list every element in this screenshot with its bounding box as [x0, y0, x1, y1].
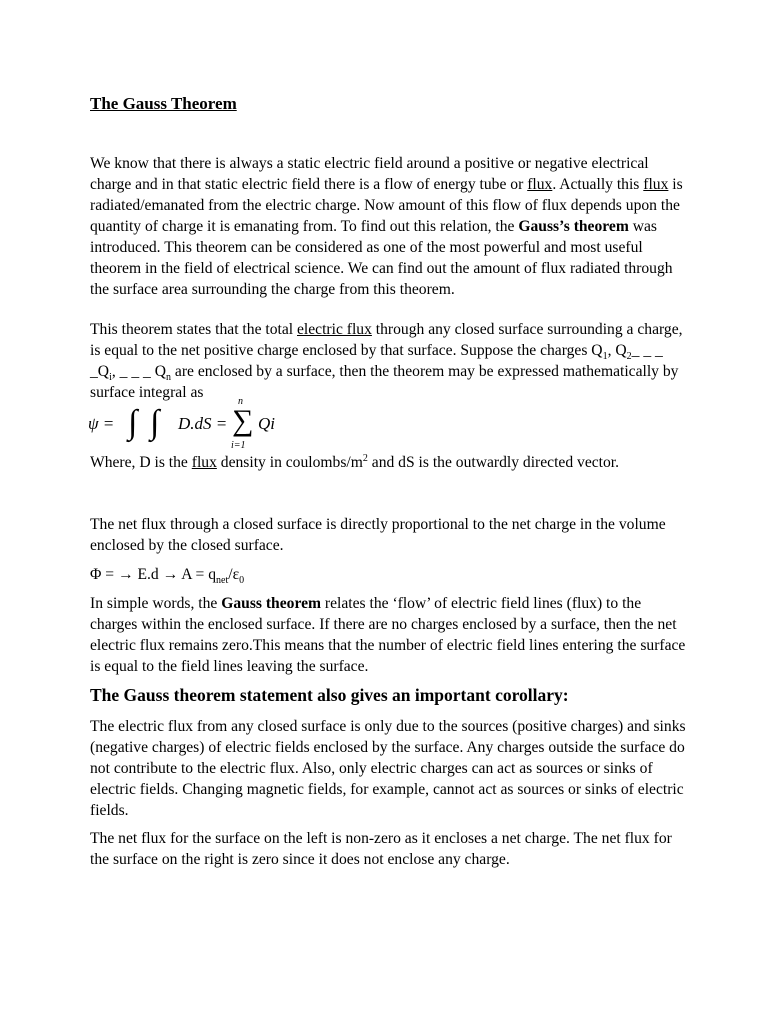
net-flux-surfaces-paragraph: The net flux for the surface on the left is non-zero as it encloses a net charge. The net flux for the surface on the right is zero since it does not enclose any charge. [90, 830, 672, 868]
text-span: In simple words, the [90, 595, 222, 612]
text-span: and dS is the outwardly directed vector. [367, 454, 620, 471]
text-span: Where, D is the [90, 454, 192, 471]
text-span: relates the ‘flow’ of electric field lines (flux) to the charges within the enclosed surface. If there are no charges enclosed by a surface, then the net electric flux remains zero.This means that the number of electric field lines entering the surface is equal to the field lines leaving the surface. [90, 595, 686, 675]
simple-words-paragraph [90, 593, 690, 677]
sum-lower-limit: i=1 [231, 440, 246, 451]
flux-equation [90, 564, 690, 585]
subscript: i [109, 372, 112, 384]
text-span: was introduced. This theorem can be considered as one of the most powerful and most useful theorem in the field of electrical science. We can find out the amount of flux radiated through the surface area surrounding the charge from this theorem. [90, 218, 673, 298]
gauss-theorem-bold-2: Gauss theorem [221, 595, 322, 612]
where-paragraph [90, 452, 690, 473]
formula-rhs: Qi [258, 414, 275, 433]
electric-flux-link[interactable]: electric flux [297, 321, 372, 338]
subscript: n [166, 372, 171, 384]
corollary-paragraph: The electric flux from any closed surface is only due to the sources (positive charges) and sinks (negative charges) of electric fields enclosed by the surface. Any charges outside the surface do not contribute to the electric flux. Also, only electric charges can act as sources or sinks of electric fields. Changing magnetic fields, for example, cannot act as sources or sinks of electric fields. [90, 718, 686, 819]
subscript: 1 [602, 351, 608, 363]
sum-sign: ∑ [232, 404, 254, 437]
text-span: _ _ _ _Q [90, 342, 663, 380]
page-title: The Gauss Theorem [90, 94, 237, 113]
text-span: , Q [607, 342, 627, 359]
gauss-integral-formula [88, 396, 388, 456]
text-span: density in coulombs/m [216, 454, 363, 471]
text-span: is radiated/emanated from the electric charge. Now amount of this flow of flux depends upon the quantity of charge it is emanating from. To find out this relation, the [90, 176, 683, 235]
flux-link-1[interactable]: flux [527, 176, 553, 193]
subscript: 0 [239, 575, 245, 587]
text-span: This theorem states that the total [90, 321, 297, 338]
integral-sign: ∫ [150, 404, 160, 441]
corollary-heading: The Gauss theorem statement also gives an important corollary: [90, 685, 569, 705]
superscript: 2 [362, 452, 368, 464]
intro-paragraph [90, 153, 690, 300]
subscript: net [216, 575, 229, 587]
sum-upper-limit: n [238, 396, 243, 407]
gauss-theorem-bold: Gauss’s theorem [518, 218, 629, 235]
text-span: are enclosed by a surface, then the theorem may be expressed mathematically by surface integral as [90, 363, 679, 401]
text-span: /ε [228, 566, 240, 583]
integral-sign: ∫ [128, 404, 138, 441]
theorem-statement-paragraph [90, 319, 690, 403]
flux-link-3[interactable]: flux [191, 454, 217, 471]
formula-integrand: D.dS = [178, 414, 228, 433]
flux-link-2[interactable]: flux [643, 176, 669, 193]
text-span: Φ = → E.d → A = q [90, 566, 217, 583]
subscript: 2 [626, 351, 632, 363]
text-span: . Actually this [552, 176, 644, 193]
formula-lhs: ψ = [88, 414, 115, 433]
net-flux-paragraph: The net flux through a closed surface is directly proportional to the net charge in the volume enclosed by the closed surface. [90, 516, 666, 554]
text-span: through any closed surface surrounding a charge, is equal to the net positive charge enclosed by that surface. Suppose the charges Q [90, 321, 683, 359]
text-span: We know that there is always a static electric field around a positive or negative electrical charge and in that static electric field there is a flow of energy tube or [90, 155, 649, 193]
text-span: , _ _ _ Q [111, 363, 166, 380]
